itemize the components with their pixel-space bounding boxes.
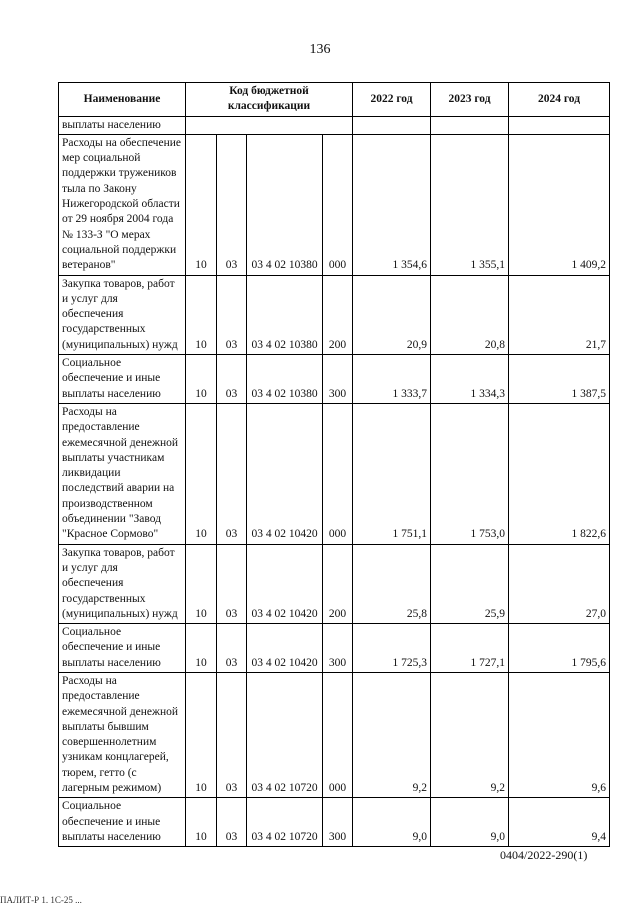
- code-subsection: 03: [217, 403, 247, 544]
- value-2022: 20,9: [353, 275, 431, 354]
- code-target: 03 4 02 10420: [247, 544, 323, 623]
- code-section: 10: [186, 134, 217, 275]
- value-2023: 9,0: [431, 798, 509, 847]
- table-row: [59, 798, 610, 847]
- table-row: [59, 672, 610, 797]
- code-expense-type: 000: [323, 134, 353, 275]
- code-subsection: 03: [217, 544, 247, 623]
- row-name: Социальное обеспечение и иные выплаты населению: [59, 798, 186, 847]
- code-subsection: 03: [217, 672, 247, 797]
- code-expense-type: 300: [323, 355, 353, 404]
- page-number: 136: [309, 42, 331, 57]
- value-2022: 1 354,6: [353, 134, 431, 275]
- code-section: 10: [186, 798, 217, 847]
- row-name: Социальное обеспечение и иные выплаты населению: [59, 355, 186, 404]
- header-code: Код бюджетной классификации: [186, 83, 353, 117]
- value-2023: 25,9: [431, 544, 509, 623]
- header-2024: 2024 год: [509, 83, 610, 117]
- code-section: 10: [186, 672, 217, 797]
- row-name: Закупка товаров, работ и услуг для обеспечения государственных (муниципальных) нужд: [59, 275, 186, 354]
- row-name: Расходы на обеспечение мер социальной поддержки тружеников тыла по Закону Нижегородской области от 29 ноября 2004 года № 133-З "О мерах социальной поддержки ветеранов": [59, 134, 186, 275]
- budget-table: [58, 82, 610, 847]
- value-2022: 1 333,7: [353, 355, 431, 404]
- code-target: 03 4 02 10720: [247, 798, 323, 847]
- code-subsection: 03: [217, 134, 247, 275]
- carry-over-code: [186, 116, 353, 134]
- header-row: [59, 83, 610, 117]
- code-target: 03 4 02 10380: [247, 275, 323, 354]
- value-2022: 9,0: [353, 798, 431, 847]
- code-expense-type: 000: [323, 672, 353, 797]
- value-2024: 1 795,6: [509, 624, 610, 673]
- value-2024: 27,0: [509, 544, 610, 623]
- code-target: 03 4 02 10420: [247, 624, 323, 673]
- row-name: Расходы на предоставление ежемесячной денежной выплаты бывшим совершеннолетним узникам концлагерей, тюрем, гетто (с лагерным режимом): [59, 672, 186, 797]
- code-subsection: 03: [217, 355, 247, 404]
- header-name: Наименование: [59, 83, 186, 117]
- value-2024: 9,6: [509, 672, 610, 797]
- table-row: [59, 275, 610, 354]
- code-subsection: 03: [217, 798, 247, 847]
- header-2022: 2022 год: [353, 83, 431, 117]
- row-name: Расходы на предоставление ежемесячной денежной выплаты участникам ликвидации последствий аварии на производственном объединении "Завод "Красное Сормово": [59, 403, 186, 544]
- code-target: 03 4 02 10420: [247, 403, 323, 544]
- table-row: [59, 544, 610, 623]
- code-section: 10: [186, 624, 217, 673]
- value-2023: 1 753,0: [431, 403, 509, 544]
- table-row: [59, 355, 610, 404]
- value-2023: 9,2: [431, 672, 509, 797]
- carry-over-2024: [509, 116, 610, 134]
- code-subsection: 03: [217, 624, 247, 673]
- carry-over-2023: [431, 116, 509, 134]
- table-row: [59, 134, 610, 275]
- value-2024: 1 387,5: [509, 355, 610, 404]
- carry-over-name: выплаты населению: [59, 116, 186, 134]
- value-2022: 1 751,1: [353, 403, 431, 544]
- value-2023: 1 355,1: [431, 134, 509, 275]
- code-section: 10: [186, 544, 217, 623]
- bottom-stamp: ПАЛИТ-Р 1. 1С-25 ...: [0, 895, 82, 905]
- value-2022: 25,8: [353, 544, 431, 623]
- code-target: 03 4 02 10380: [247, 355, 323, 404]
- value-2022: 9,2: [353, 672, 431, 797]
- carry-over-row: [59, 116, 610, 134]
- row-name: Социальное обеспечение и иные выплаты населению: [59, 624, 186, 673]
- value-2023: 1 334,3: [431, 355, 509, 404]
- value-2024: 1 822,6: [509, 403, 610, 544]
- code-section: 10: [186, 355, 217, 404]
- value-2022: 1 725,3: [353, 624, 431, 673]
- carry-over-2022: [353, 116, 431, 134]
- code-expense-type: 300: [323, 798, 353, 847]
- code-expense-type: 000: [323, 403, 353, 544]
- code-subsection: 03: [217, 275, 247, 354]
- code-section: 10: [186, 403, 217, 544]
- code-expense-type: 200: [323, 544, 353, 623]
- code-expense-type: 200: [323, 275, 353, 354]
- value-2023: 1 727,1: [431, 624, 509, 673]
- code-target: 03 4 02 10380: [247, 134, 323, 275]
- value-2024: 9,4: [509, 798, 610, 847]
- table-row: [59, 403, 610, 544]
- code-target: 03 4 02 10720: [247, 672, 323, 797]
- code-expense-type: 300: [323, 624, 353, 673]
- value-2023: 20,8: [431, 275, 509, 354]
- row-name: Закупка товаров, работ и услуг для обеспечения государственных (муниципальных) нужд: [59, 544, 186, 623]
- header-2023: 2023 год: [431, 83, 509, 117]
- table-row: [59, 624, 610, 673]
- value-2024: 21,7: [509, 275, 610, 354]
- document-code: 0404/2022-290(1): [500, 848, 588, 862]
- code-section: 10: [186, 275, 217, 354]
- value-2024: 1 409,2: [509, 134, 610, 275]
